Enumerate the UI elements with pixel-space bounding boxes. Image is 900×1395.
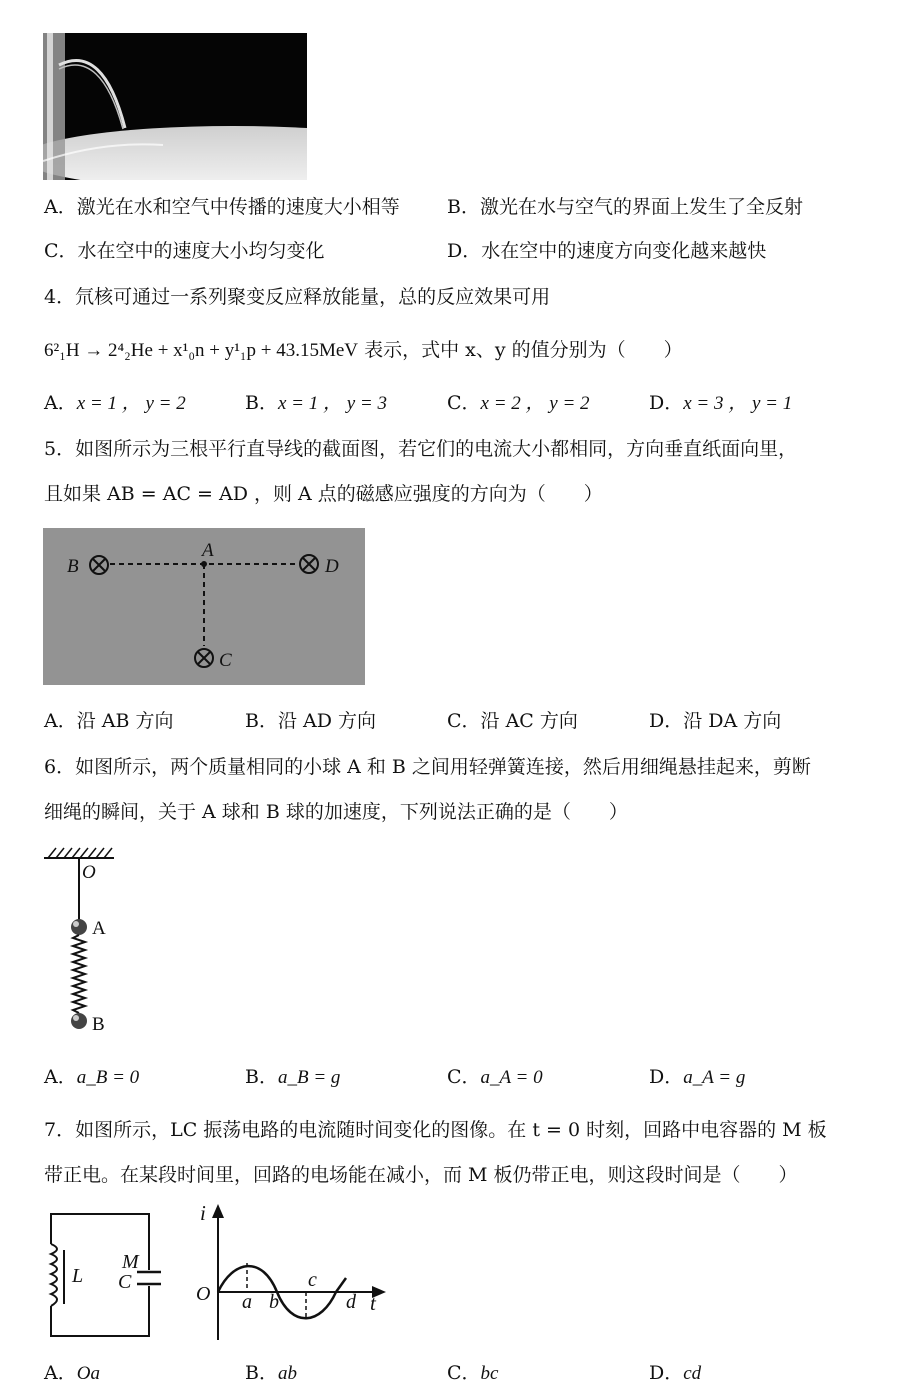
label-origin: O bbox=[196, 1283, 211, 1305]
q5-stem-line2: 且如果 AB = AC = AD ，则 A 点的磁感应强度的方向为（ ） bbox=[44, 483, 603, 505]
q5-option-b: B．沿 AD 方向 bbox=[245, 710, 377, 732]
label-a-point: a bbox=[242, 1291, 252, 1313]
q4-stem-suffix: 表示，式中 x、y 的值分别为（ ） bbox=[364, 339, 683, 361]
q4-option-d: D．x = 3 ， y = 1 bbox=[649, 392, 793, 414]
label-c-capacitor: C bbox=[118, 1271, 132, 1293]
q7-stem-line1: 7．如图所示，LC 振荡电路的电流随时间变化的图像。在 t = 0 时刻，回路中电容器的 M 板 bbox=[44, 1119, 827, 1141]
label-d-point: d bbox=[346, 1291, 356, 1313]
q4-option-b: B．x = 1 ， y = 3 bbox=[245, 392, 387, 414]
spring-balls-figure bbox=[40, 842, 160, 1042]
q5-stem-line1: 5．如图所示为三根平行直导线的截面图，若它们的电流大小都相同，方向垂直纸面向里， bbox=[44, 438, 798, 460]
q6-option-b: B．a_B = g bbox=[245, 1066, 341, 1088]
q4-option-a: A．x = 1 ， y = 2 bbox=[44, 392, 186, 414]
q7-stem-line2: 带正电。在某段时间里，回路的电场能在减小，而 M 板仍带正电，则这段时间是（ ） bbox=[44, 1164, 798, 1186]
q5-option-d: D．沿 DA 方向 bbox=[649, 710, 782, 732]
q4-option-c: C．x = 2 ， y = 2 bbox=[447, 392, 590, 414]
q3-option-d: D．水在空中的速度方向变化越来越快 bbox=[447, 240, 767, 262]
q6-option-a: A．a_B = 0 bbox=[44, 1066, 140, 1088]
q6-stem-line1: 6．如图所示，两个质量相同的小球 A 和 B 之间用轻弹簧连接，然后用细绳悬挂起来，剪断 bbox=[44, 756, 811, 778]
label-c-point: c bbox=[308, 1269, 317, 1291]
q6-option-c: C．a_A = 0 bbox=[447, 1066, 543, 1088]
q3-option-c: C．水在空中的速度大小均匀变化 bbox=[44, 240, 325, 262]
label-ball-a: A bbox=[92, 918, 106, 939]
q3-option-b: B．激光在水与空气的界面上发生了全反射 bbox=[447, 196, 803, 218]
label-b: B bbox=[67, 556, 79, 577]
label-d: D bbox=[325, 556, 339, 577]
q4-stem-line1: 4．氘核可通过一系列聚变反应释放能量，总的反应效果可用 bbox=[44, 286, 551, 308]
label-o: O bbox=[82, 862, 96, 883]
q7-option-b: B．ab bbox=[245, 1362, 297, 1384]
q5-option-a: A．沿 AB 方向 bbox=[44, 710, 174, 732]
q6-option-d: D．a_A = g bbox=[649, 1066, 746, 1088]
q7-option-c: C．bc bbox=[447, 1362, 499, 1384]
label-c: C bbox=[219, 650, 232, 671]
wire-cross-section-figure bbox=[43, 528, 365, 685]
lc-circuit-figure bbox=[40, 1200, 400, 1348]
label-m: M bbox=[122, 1251, 139, 1273]
q7-option-d: D．cd bbox=[649, 1362, 702, 1384]
label-t-axis: t bbox=[370, 1291, 376, 1315]
q5-option-c: C．沿 AC 方向 bbox=[447, 710, 578, 732]
q3-option-a: A．激光在水和空气中传播的速度大小相等 bbox=[44, 196, 400, 218]
q7-option-a: A．Oa bbox=[44, 1362, 100, 1384]
q4-stem-line2 bbox=[44, 338, 683, 363]
q6-stem-line2: 细绳的瞬间，关于 A 球和 B 球的加速度，下列说法正确的是（ ） bbox=[44, 801, 628, 823]
q4-equation: 6²₁H → 2⁴₂He + x¹₀n + y¹₁p + 43.15MeV bbox=[44, 340, 359, 361]
water-stream-photo bbox=[43, 33, 307, 180]
label-i-axis: i bbox=[200, 1201, 206, 1225]
label-l: L bbox=[72, 1265, 84, 1287]
label-ball-b: B bbox=[92, 1014, 105, 1035]
label-a: A bbox=[202, 540, 214, 561]
label-b-point: b bbox=[269, 1291, 279, 1313]
